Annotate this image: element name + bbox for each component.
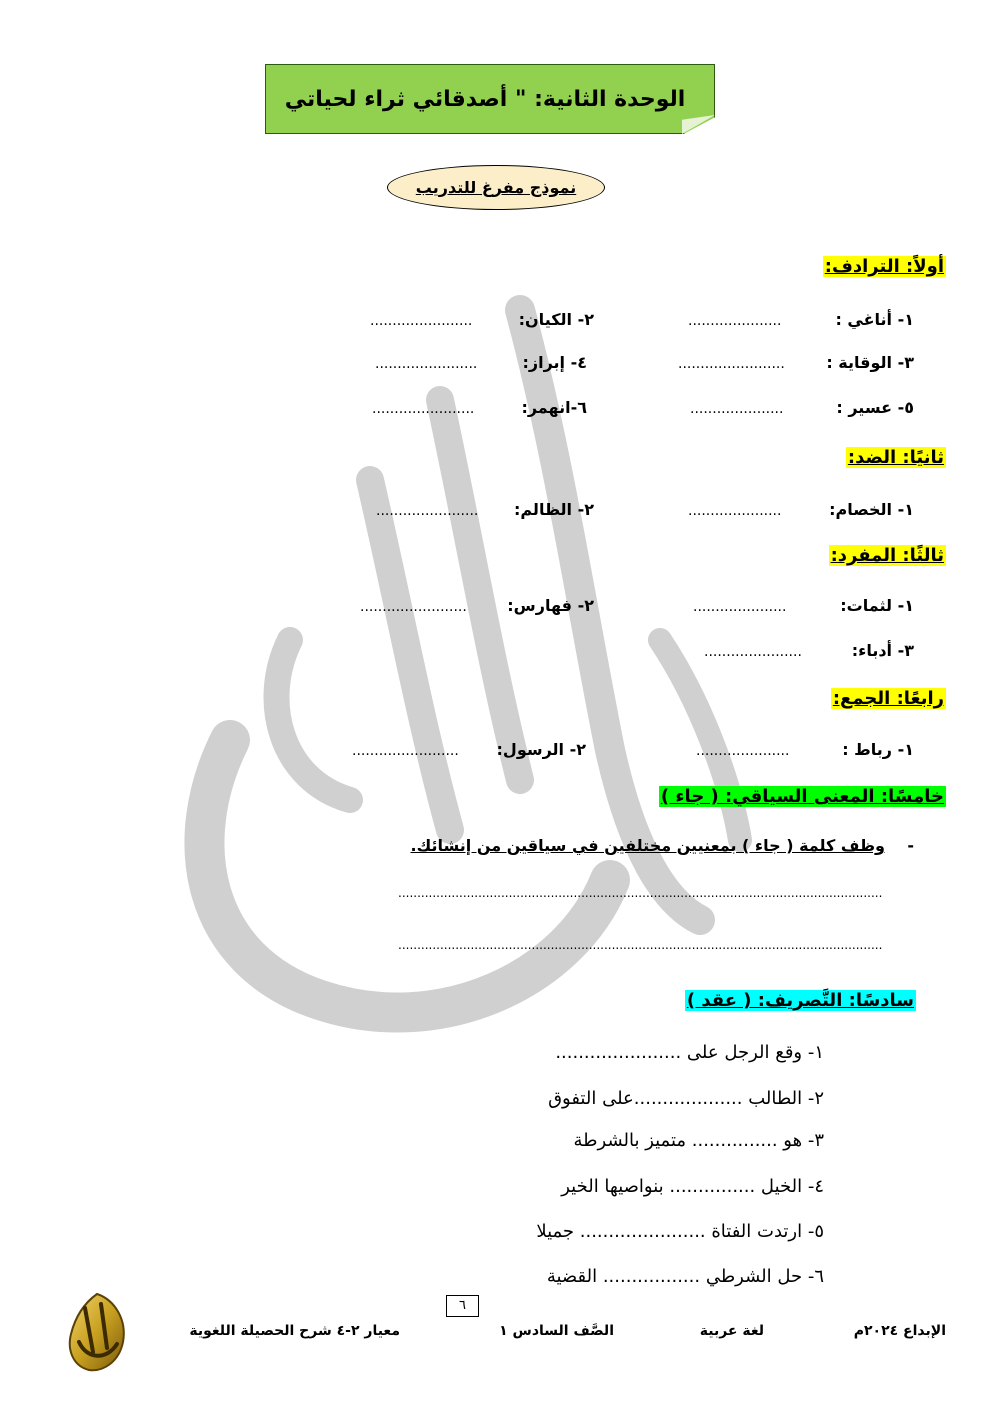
answer-blank: ....................... bbox=[372, 401, 475, 417]
question-label: ١- رباط : bbox=[842, 740, 914, 759]
instruction-text: وظف كلمة ( جاء ) بمعنيين مختلفين في سياقين من إنشائك. bbox=[410, 836, 885, 855]
question-label: ٣- أدباء: bbox=[851, 641, 914, 660]
question-label: ٢- الكيان: bbox=[518, 310, 594, 329]
footer-subject: لغة عربية bbox=[699, 1323, 764, 1339]
answer-blank: ..................... bbox=[690, 401, 784, 417]
conjugation-item: ١- وقع الرجل على ...................... bbox=[555, 1042, 824, 1063]
answer-blank: ....................... bbox=[370, 313, 473, 329]
answer-line: ............................................................................................................................... bbox=[398, 938, 883, 952]
section-heading-context-meaning: خامسًا: المعنى السياقي: ( جاء ) bbox=[660, 786, 944, 807]
section-heading-plural: رابعًا: الجمع: bbox=[832, 688, 944, 709]
answer-blank: ..................... bbox=[688, 503, 782, 519]
footer-grade: الصَّف السادس ١ bbox=[499, 1323, 614, 1339]
section-heading-antonyms: ثانيًا: الضد: bbox=[847, 447, 944, 468]
conjugation-item: ٦- حل الشرطي ................. القضية bbox=[546, 1266, 824, 1287]
question-label: ٣- الوقاية : bbox=[826, 353, 914, 372]
question-label: ٦-انهمر: bbox=[521, 398, 587, 417]
subtitle: نموذج مفرغ للتدريب bbox=[387, 165, 605, 210]
answer-blank: ..................... bbox=[688, 313, 782, 329]
answer-blank: ........................ bbox=[360, 599, 467, 615]
answer-blank: ..................... bbox=[693, 599, 787, 615]
question-label: ٢- الرسول: bbox=[496, 740, 586, 759]
question-label: ١- لثمات: bbox=[840, 596, 914, 615]
bullet: - bbox=[907, 836, 914, 855]
conjugation-item: ٢- الطالب ...................على التفوق bbox=[548, 1088, 824, 1109]
page-number: ٦ bbox=[446, 1295, 479, 1317]
answer-blank: ........................ bbox=[678, 356, 785, 372]
section-heading-singular: ثالثًا: المفرد: bbox=[830, 545, 944, 566]
question-label: ١- أناغي : bbox=[835, 310, 914, 329]
answer-blank: ........................ bbox=[352, 743, 459, 759]
answer-blank: ..................... bbox=[696, 743, 790, 759]
section-heading-synonyms: أولاً: الترادف: bbox=[824, 256, 944, 277]
question-label: ٥- عسير : bbox=[836, 398, 914, 417]
question-label: ١- الخصام: bbox=[829, 500, 914, 519]
unit-title: الوحدة الثانية: " أصدقائي ثراء لحياتي bbox=[284, 86, 686, 112]
answer-blank: ...................... bbox=[704, 644, 802, 660]
section-heading-conjugation: سادسًا: التَّصريف: ( عقد ) bbox=[686, 990, 914, 1011]
question-label: ٢- الظالم: bbox=[513, 500, 594, 519]
answer-blank: ....................... bbox=[376, 503, 479, 519]
footer-brand-year: الإبداع ٢٠٢٤م bbox=[853, 1323, 946, 1339]
conjugation-item: ٥- ارتدت الفتاة ...................... جميلا bbox=[536, 1221, 824, 1242]
brand-logo bbox=[63, 1290, 131, 1376]
question-label: ٢- فهارس: bbox=[507, 596, 594, 615]
conjugation-item: ٣- هو ............... متميز بالشرطة bbox=[573, 1130, 824, 1151]
question-label: ٤- إبراز: bbox=[522, 353, 587, 372]
conjugation-item: ٤- الخيل ............... بنواصيها الخير bbox=[561, 1176, 824, 1197]
footer-standard: معيار ٢-٤ شرح الحصيلة اللغوية bbox=[189, 1323, 400, 1339]
answer-blank: ....................... bbox=[375, 356, 478, 372]
answer-line: ............................................................................................................................... bbox=[398, 886, 883, 900]
